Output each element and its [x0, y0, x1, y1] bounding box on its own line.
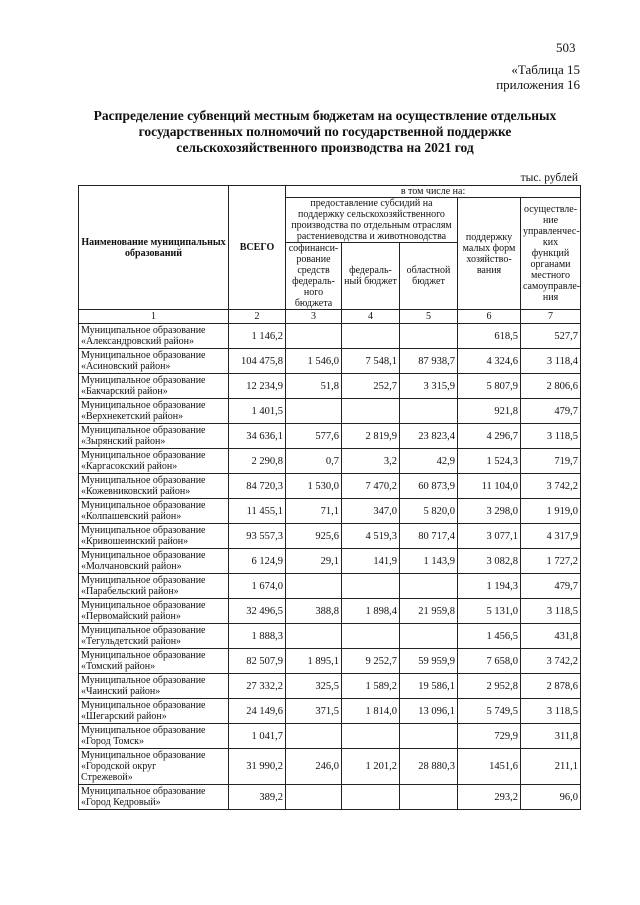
small-forms-cell: 1 194,3 [458, 574, 521, 599]
column-index: 5 [400, 310, 458, 324]
municipality-name-line: «Кожевниковский район» [81, 486, 191, 497]
regional-cell [400, 574, 458, 599]
municipality-name-line: «Колпашевский район» [81, 511, 182, 522]
column-index: 2 [229, 310, 286, 324]
cofinancing-cell: 71,1 [286, 499, 342, 524]
management-cell: 96,0 [521, 785, 581, 810]
municipality-name-line: Муниципальное образование [81, 550, 206, 561]
total-cell: 389,2 [229, 785, 286, 810]
municipality-name-line: «Городской округ [81, 761, 157, 772]
title-line: государственных полномочий по государственной поддержке [138, 124, 512, 139]
municipality-name-line: «Кривошеинский район» [81, 536, 189, 547]
federal-cell: 347,0 [342, 499, 400, 524]
federal-cell: 9 252,7 [342, 649, 400, 674]
management-cell: 479,7 [521, 399, 581, 424]
small-forms-cell: 729,9 [458, 724, 521, 749]
regional-cell [400, 324, 458, 349]
municipality-name-line: Муниципальное образование [81, 650, 206, 661]
management-cell: 3 118,4 [521, 349, 581, 374]
municipality-name-line: Стрежевой» [81, 772, 133, 783]
cofinancing-cell [286, 624, 342, 649]
cofinancing-cell: 925,6 [286, 524, 342, 549]
small-forms-cell: 5 749,5 [458, 699, 521, 724]
management-cell: 3 742,2 [521, 474, 581, 499]
small-forms-cell: 3 077,1 [458, 524, 521, 549]
regional-cell: 21 959,8 [400, 599, 458, 624]
municipality-name-line: «Бакчарский район» [81, 386, 168, 397]
table-row [79, 549, 581, 574]
management-cell: 2 806,6 [521, 374, 581, 399]
table-row [79, 649, 581, 674]
municipality-name-cell [79, 349, 229, 374]
table-reference-line: приложения 16 [496, 77, 580, 92]
total-cell: 32 496,5 [229, 599, 286, 624]
municipality-name-cell [79, 374, 229, 399]
management-cell: 3 742,2 [521, 649, 581, 674]
regional-cell [400, 785, 458, 810]
federal-cell: 252,7 [342, 374, 400, 399]
municipality-name-line: Муниципальное образование [81, 450, 206, 461]
municipality-name-cell [79, 399, 229, 424]
table-row [79, 399, 581, 424]
regional-cell [400, 624, 458, 649]
cofinancing-cell [286, 785, 342, 810]
regional-cell: 42,9 [400, 449, 458, 474]
municipality-name-line: «Город Кедровый» [81, 797, 161, 808]
regional-cell: 5 820,0 [400, 499, 458, 524]
regional-cell [400, 724, 458, 749]
small-forms-cell: 11 104,0 [458, 474, 521, 499]
municipality-name-line: «Александровский район» [81, 336, 195, 347]
municipality-name-line: Муниципальное образование [81, 400, 206, 411]
regional-cell: 23 823,4 [400, 424, 458, 449]
page-number: 503 [556, 40, 576, 55]
management-cell: 1 919,0 [521, 499, 581, 524]
municipality-name-cell [79, 324, 229, 349]
management-cell: 2 878,6 [521, 674, 581, 699]
small-forms-cell: 1 524,3 [458, 449, 521, 474]
municipality-name-line: «Асиновский район» [81, 361, 171, 372]
federal-cell: 1 589,2 [342, 674, 400, 699]
municipality-name-line: «Шегарский район» [81, 711, 167, 722]
federal-cell [342, 624, 400, 649]
management-cell: 431,8 [521, 624, 581, 649]
regional-cell: 1 143,9 [400, 549, 458, 574]
cofinancing-cell: 0,7 [286, 449, 342, 474]
table-row [79, 499, 581, 524]
small-forms-cell: 7 658,0 [458, 649, 521, 674]
federal-cell: 1 814,0 [342, 699, 400, 724]
header-cofinancing: софинанси-рование средств федераль-ного бюджета [286, 243, 342, 310]
header-regional: областной бюджет [400, 243, 458, 310]
table-row [79, 474, 581, 499]
total-cell: 27 332,2 [229, 674, 286, 699]
municipality-name-line: Муниципальное образование [81, 675, 206, 686]
municipality-name-cell [79, 749, 229, 785]
table-row [79, 574, 581, 599]
municipality-name-line: Муниципальное образование [81, 575, 206, 586]
small-forms-cell: 2 952,8 [458, 674, 521, 699]
title-line: сельскохозяйственного производства на 2021 год [176, 140, 474, 155]
cofinancing-cell: 29,1 [286, 549, 342, 574]
total-cell: 1 401,5 [229, 399, 286, 424]
column-index: 1 [79, 310, 229, 324]
cofinancing-cell [286, 324, 342, 349]
management-cell: 479,7 [521, 574, 581, 599]
cofinancing-cell [286, 574, 342, 599]
municipality-name-line: «Первомайский район» [81, 611, 181, 622]
municipality-name-line: Муниципальное образование [81, 500, 206, 511]
municipality-name-cell [79, 649, 229, 674]
municipality-name-line: «Молчановский район» [81, 561, 182, 572]
header-federal: федераль-ный бюджет [342, 243, 400, 310]
total-cell: 1 674,0 [229, 574, 286, 599]
column-index: 6 [458, 310, 521, 324]
municipality-name-cell [79, 549, 229, 574]
municipality-name-cell [79, 724, 229, 749]
federal-cell: 4 519,3 [342, 524, 400, 549]
management-cell: 3 118,5 [521, 599, 581, 624]
management-cell: 3 118,5 [521, 424, 581, 449]
table-row [79, 599, 581, 624]
federal-cell [342, 785, 400, 810]
municipality-name-cell [79, 424, 229, 449]
total-cell: 82 507,9 [229, 649, 286, 674]
table-row [79, 374, 581, 399]
small-forms-cell: 1 456,5 [458, 624, 521, 649]
cofinancing-cell: 246,0 [286, 749, 342, 785]
small-forms-cell: 618,5 [458, 324, 521, 349]
federal-cell: 1 898,4 [342, 599, 400, 624]
municipality-name-line: «Парабельский район» [81, 586, 179, 597]
cofinancing-cell [286, 399, 342, 424]
management-cell: 719,7 [521, 449, 581, 474]
federal-cell [342, 324, 400, 349]
regional-cell: 87 938,7 [400, 349, 458, 374]
regional-cell: 80 717,4 [400, 524, 458, 549]
header-small-forms: поддержку малых форм хозяйство-вания [458, 198, 521, 310]
municipality-name-line: Муниципальное образование [81, 325, 206, 336]
total-cell: 93 557,3 [229, 524, 286, 549]
table-row [79, 324, 581, 349]
small-forms-cell: 3 298,0 [458, 499, 521, 524]
cofinancing-cell: 1 530,0 [286, 474, 342, 499]
table-row [79, 524, 581, 549]
management-cell: 527,7 [521, 324, 581, 349]
small-forms-cell: 4 296,7 [458, 424, 521, 449]
total-cell: 34 636,1 [229, 424, 286, 449]
management-cell: 3 118,5 [521, 699, 581, 724]
regional-cell: 13 096,1 [400, 699, 458, 724]
total-cell: 1 146,2 [229, 324, 286, 349]
table-row [79, 674, 581, 699]
municipality-name-cell [79, 449, 229, 474]
cofinancing-cell: 388,8 [286, 599, 342, 624]
small-forms-cell: 4 324,6 [458, 349, 521, 374]
table-row [79, 724, 581, 749]
municipality-name-line: «Томский район» [81, 661, 156, 672]
column-index: 4 [342, 310, 400, 324]
title-line: Распределение субвенций местным бюджетам на осуществление отдельных [93, 108, 557, 123]
municipality-name-line: Муниципальное образование [81, 786, 206, 797]
municipality-name-line: Муниципальное образование [81, 375, 206, 386]
municipality-name-line: Муниципальное образование [81, 625, 206, 636]
cofinancing-cell: 371,5 [286, 699, 342, 724]
municipality-name-line: «Чаинский район» [81, 686, 161, 697]
cofinancing-cell: 51,8 [286, 374, 342, 399]
municipality-name-line: Муниципальное образование [81, 350, 206, 361]
municipality-name-line: Муниципальное образование [81, 600, 206, 611]
municipality-name-cell [79, 674, 229, 699]
municipality-name-line: Муниципальное образование [81, 700, 206, 711]
municipality-name-cell [79, 785, 229, 810]
management-cell: 1 727,2 [521, 549, 581, 574]
municipality-name-cell [79, 699, 229, 724]
municipality-name-line: «Каргасокский район» [81, 461, 178, 472]
header-total: ВСЕГО [229, 186, 286, 310]
small-forms-cell: 5 807,9 [458, 374, 521, 399]
small-forms-cell: 293,2 [458, 785, 521, 810]
municipality-name-line: «Верхнекетский район» [81, 411, 184, 422]
cofinancing-cell: 1 895,1 [286, 649, 342, 674]
table-row [79, 424, 581, 449]
federal-cell: 7 548,1 [342, 349, 400, 374]
table-row [79, 785, 581, 810]
total-cell: 1 888,3 [229, 624, 286, 649]
table-reference [496, 62, 580, 92]
small-forms-cell: 3 082,8 [458, 549, 521, 574]
total-cell: 1 041,7 [229, 724, 286, 749]
total-cell: 12 234,9 [229, 374, 286, 399]
total-cell: 104 475,8 [229, 349, 286, 374]
municipality-name-line: «Зырянский район» [81, 436, 166, 447]
regional-cell: 59 959,9 [400, 649, 458, 674]
small-forms-cell: 921,8 [458, 399, 521, 424]
regional-cell: 28 880,3 [400, 749, 458, 785]
small-forms-cell: 5 131,0 [458, 599, 521, 624]
municipality-name-cell [79, 524, 229, 549]
total-cell: 11 455,1 [229, 499, 286, 524]
municipality-name-cell [79, 599, 229, 624]
municipality-name-line: «Город Томск» [81, 736, 144, 747]
column-index: 7 [521, 310, 581, 324]
regional-cell: 19 586,1 [400, 674, 458, 699]
management-cell: 211,1 [521, 749, 581, 785]
municipality-name-cell [79, 574, 229, 599]
small-forms-cell: 1451,6 [458, 749, 521, 785]
municipality-name-line: Муниципальное образование [81, 750, 206, 761]
table-row [79, 699, 581, 724]
management-cell: 4 317,9 [521, 524, 581, 549]
municipality-name-cell [79, 624, 229, 649]
total-cell: 84 720,3 [229, 474, 286, 499]
municipality-name-line: Муниципальное образование [81, 525, 206, 536]
table-row [79, 449, 581, 474]
table-row [79, 349, 581, 374]
cofinancing-cell [286, 724, 342, 749]
cofinancing-cell: 577,6 [286, 424, 342, 449]
municipality-name-line: Муниципальное образование [81, 475, 206, 486]
header-name: Наименование муниципальных образований [79, 186, 229, 310]
document-title [70, 108, 580, 156]
header-including: в том числе на: [286, 186, 581, 198]
total-cell: 31 990,2 [229, 749, 286, 785]
cofinancing-cell: 325,5 [286, 674, 342, 699]
table-reference-line: «Таблица 15 [511, 62, 580, 77]
federal-cell: 141,9 [342, 549, 400, 574]
table-row [79, 624, 581, 649]
total-cell: 6 124,9 [229, 549, 286, 574]
header-subsidies: предоставление субсидий на поддержку сельскохозяйственного производства по отдельным отраслям растениеводства и животноводства [286, 198, 458, 243]
regional-cell [400, 399, 458, 424]
municipality-name-cell [79, 499, 229, 524]
regional-cell: 3 315,9 [400, 374, 458, 399]
federal-cell [342, 574, 400, 599]
total-cell: 2 290,8 [229, 449, 286, 474]
municipality-name-line: «Тегульдетский район» [81, 636, 182, 647]
subventions-table [78, 185, 581, 810]
column-index: 3 [286, 310, 342, 324]
municipality-name-line: Муниципальное образование [81, 725, 206, 736]
total-cell: 24 149,6 [229, 699, 286, 724]
federal-cell [342, 724, 400, 749]
table-row [79, 749, 581, 785]
units-label: тыс. рублей [520, 172, 578, 184]
management-cell: 311,8 [521, 724, 581, 749]
federal-cell: 1 201,2 [342, 749, 400, 785]
federal-cell: 3,2 [342, 449, 400, 474]
federal-cell: 2 819,9 [342, 424, 400, 449]
municipality-name-line: Муниципальное образование [81, 425, 206, 436]
header-management: осуществле-ние управленчес-ких функций органами местного самоуправле-ния [521, 198, 581, 310]
federal-cell [342, 399, 400, 424]
regional-cell: 60 873,9 [400, 474, 458, 499]
federal-cell: 7 470,2 [342, 474, 400, 499]
cofinancing-cell: 1 546,0 [286, 349, 342, 374]
municipality-name-cell [79, 474, 229, 499]
